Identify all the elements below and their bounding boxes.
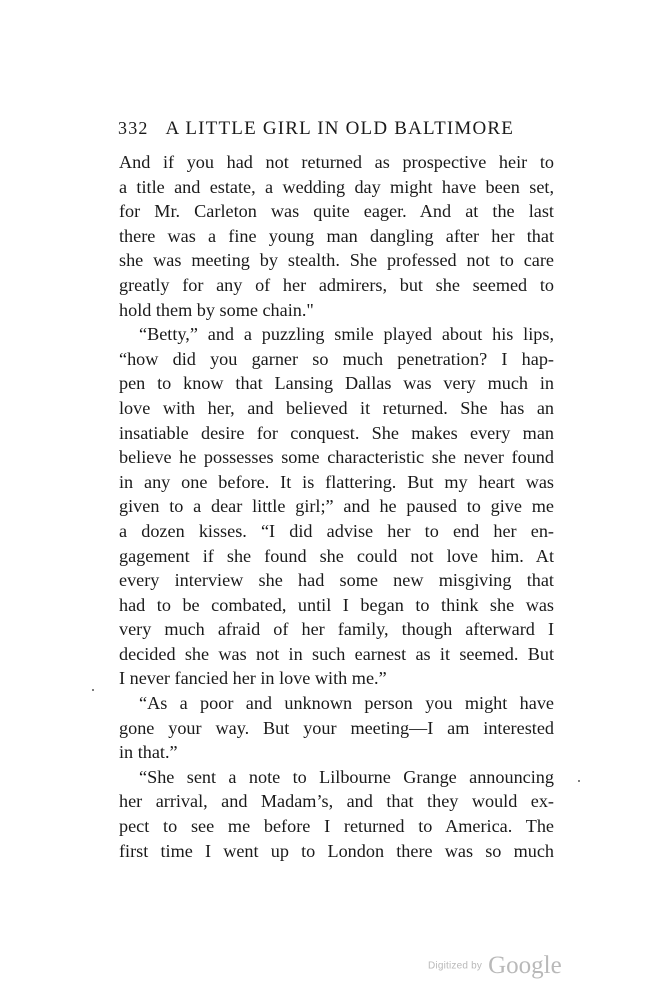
text-line: gagement if she found she could not love him. At	[119, 545, 554, 566]
text-line: very much afraid of her family, though afterward I	[119, 619, 554, 640]
digitized-by-google-watermark	[428, 952, 568, 988]
text-line: “As a poor and unknown person you might have	[139, 693, 554, 714]
text-line: pen to know that Lansing Dallas was very much in	[119, 373, 554, 394]
ink-speck	[92, 689, 94, 691]
text-line: And if you had not returned as prospective heir to	[119, 152, 554, 172]
text-line: “Betty,” and a puzzling smile played about his lips,	[139, 324, 554, 345]
text-line: decided she was not in such earnest as it seemed. But	[119, 643, 554, 664]
text-line: she was meeting by stealth. She professed not to care	[119, 250, 554, 271]
text-line: “how did you garner so much penetration? I hap-	[119, 348, 554, 369]
text-line: given to a dear little girl;” and he paused to give me	[119, 496, 554, 517]
text-line: pect to see me before I returned to America. The	[119, 816, 554, 837]
text-line: hold them by some chain."	[119, 299, 314, 320]
text-line: first time I went up to London there was so much	[119, 840, 554, 861]
watermark-digitized-label: Digitized by	[428, 960, 483, 972]
text-line: gone your way. But your meeting—I am interested	[119, 717, 554, 738]
text-line: a dozen kisses. “I did advise her to end her en-	[119, 520, 554, 541]
text-line: “She sent a note to Lilbourne Grange announcing	[139, 766, 554, 787]
text-line: love with her, and believed it returned. She has an	[119, 397, 554, 418]
text-line: for Mr. Carleton was quite eager. And at the last	[119, 201, 554, 222]
body-text	[119, 150, 554, 863]
text-line: greatly for any of her admirers, but she seemed to	[119, 274, 554, 295]
text-line: believe he possesses some characteristic she never found	[119, 447, 554, 468]
text-line: in any one before. It is flattering. But my heart was	[119, 471, 554, 492]
text-line: in that.”	[119, 742, 178, 763]
page-number: 332	[118, 118, 149, 138]
text-line: insatiable desire for conquest. She makes every man	[119, 422, 554, 443]
ink-speck	[578, 780, 580, 782]
running-title: A LITTLE GIRL IN OLD BALTIMORE	[165, 118, 515, 139]
text-line: every interview she had some new misgiving that	[119, 570, 554, 591]
text-line: her arrival, and Madam’s, and that they would ex-	[119, 791, 554, 812]
running-header	[118, 118, 558, 144]
text-line: had to be combated, until I began to think she was	[119, 594, 554, 615]
text-line: a title and estate, a wedding day might have been set,	[119, 176, 554, 197]
google-logo: Google	[488, 952, 562, 979]
text-line: there was a fine young man dangling after her that	[119, 225, 554, 246]
text-line: I never fancied her in love with me.”	[119, 668, 387, 689]
